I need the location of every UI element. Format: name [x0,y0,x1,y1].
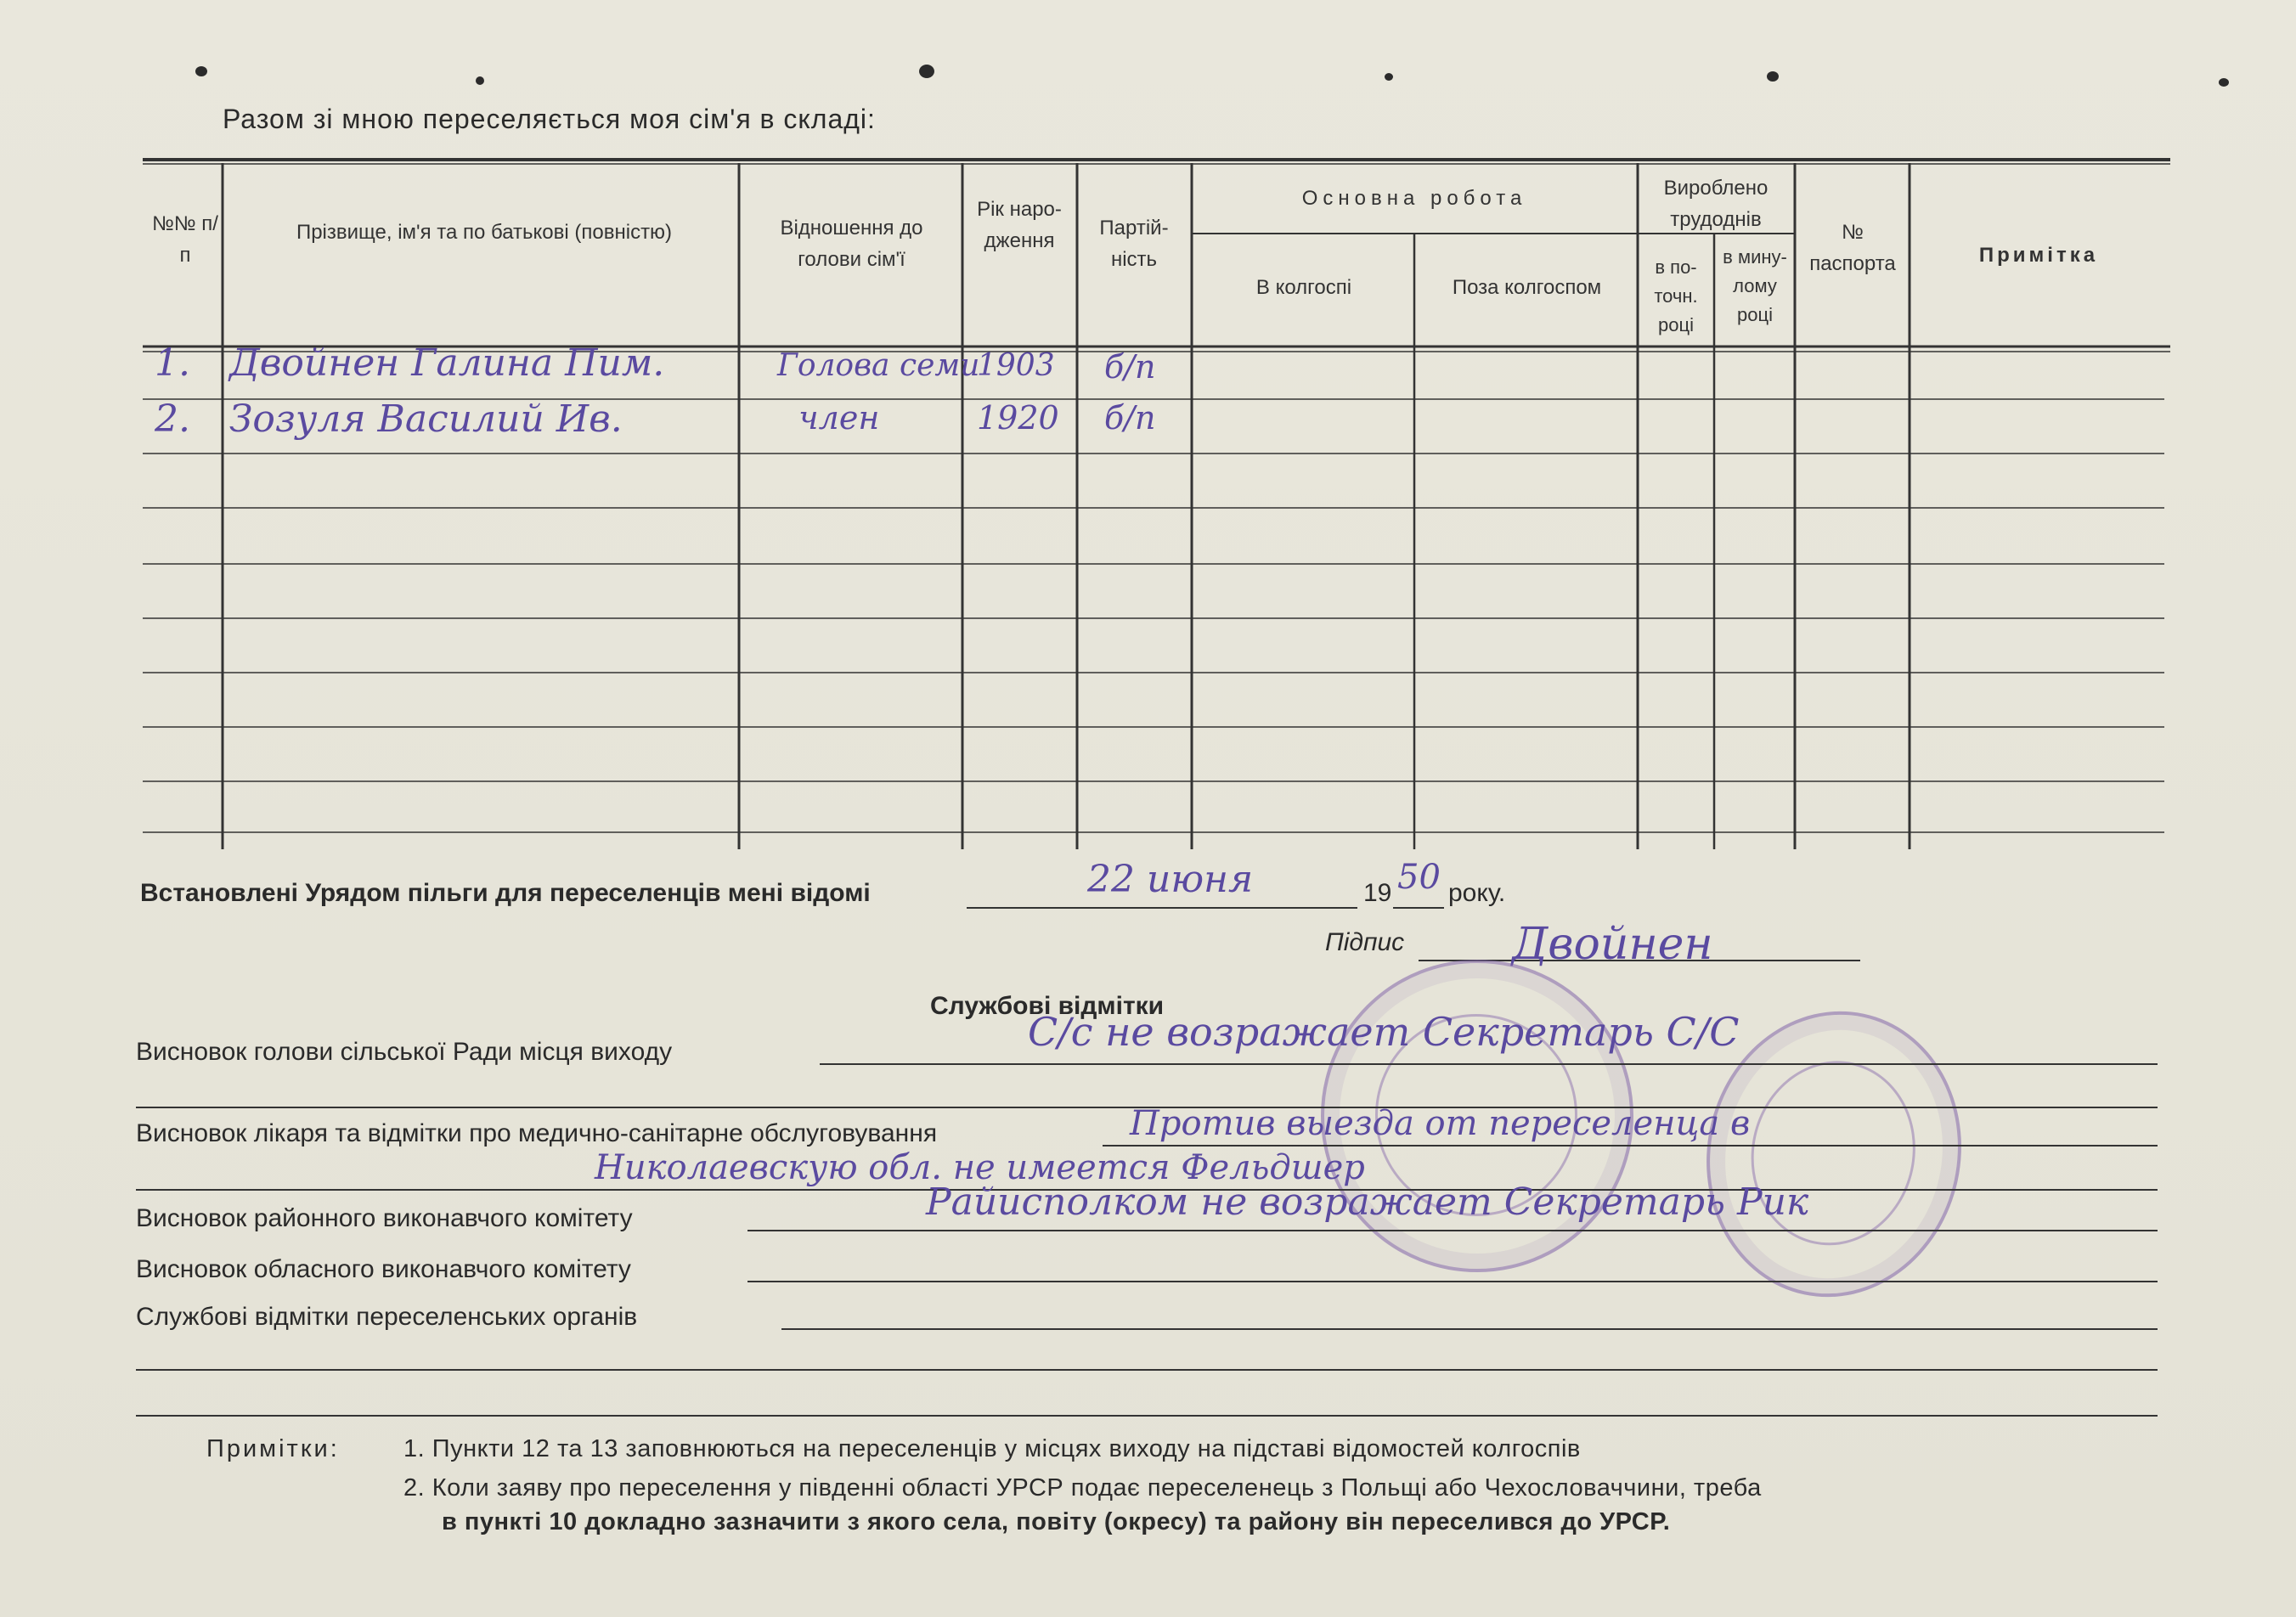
header-main-work: Основна робота [1301,187,1527,210]
header-year: Рік наро- дження [977,198,1062,253]
header-current-year: в по- точн. році [1654,256,1698,336]
doctor-conclusion-handwritten-2: Николаевскую обл. не имеется Фельдшер [595,1148,1365,1187]
oblast-line [747,1281,2158,1282]
district-conclusion-handwritten: Райисполком не возражает Секретарь Рик [926,1180,1809,1224]
row-2-name: Зозуля Василий Ив. [229,397,623,441]
signature-label: Підпис [1325,928,1405,956]
year-handwritten: 50 [1397,858,1441,897]
header-last-year: в мину- лому році [1723,246,1787,326]
blank-line-3 [136,1415,2158,1417]
date-handwritten: 22 июня [1087,858,1254,901]
header-note: Примітка [1978,244,2099,267]
year-suffix: року. [1448,879,1506,907]
row-2-num: 2. [155,397,190,441]
benefits-label: Встановлені Урядом пільги для переселенців мені відомі [140,879,871,907]
village-conclusion-handwritten: С/с не возражает Секретарь С/С [1028,1009,1740,1055]
note-2b: в пункті 10 докладно зазначити з якого села, повіту (окресу) та району він переселився до УРСР. [442,1508,1671,1535]
header-num: №№ п/п [152,212,218,268]
notes-prefix: Примітки: [206,1435,340,1462]
row-1-year: 1903 [977,348,1055,383]
district-conclusion-label: Висновок районного виконавчого комітету [136,1204,633,1232]
service-heading: Службові відмітки [930,992,1165,1020]
date-line [967,907,1357,909]
village-line [820,1063,2158,1065]
resettlement-line [781,1328,2158,1330]
row-2-relation: член [798,399,880,437]
doctor-conclusion-handwritten-1: Против выезда от переселенца в [1130,1104,1751,1143]
year-line [1393,907,1444,909]
row-2-party: б/п [1104,399,1156,437]
doctor-line [1103,1145,2158,1147]
note-2a: 2. Коли заяву про переселення у південні області УРСР подає переселенець з Польщі або Чехословаччини, треба [403,1474,1762,1502]
header-name: Прізвище, ім'я та по батькові (повністю) [296,221,673,244]
header-party: Партій- ність [1099,217,1169,272]
doctor-conclusion-label: Висновок лікаря та відмітки про медично-санітарне обслуговування [136,1119,938,1147]
signature-handwritten: Двойнен [1512,919,1713,970]
district-line [747,1230,2158,1231]
header-in-kolhosp: В колгоспі [1255,276,1352,299]
blank-line-2 [136,1369,2158,1371]
header-outside-kolhosp: Поза колгоспом [1452,276,1602,299]
row-1-party: б/п [1104,348,1156,386]
village-conclusion-label: Висновок голови сільської Ради місця виходу [136,1038,673,1066]
header-relation: Відношення до голови сім'ї [780,217,923,272]
page-title: Разом зі мною переселяється моя сім'я в складі: [223,104,876,134]
header-workdays: Вироблено трудоднів [1663,177,1769,232]
year-prefix: 19 [1363,879,1392,907]
resettlement-notes-label: Службові відмітки переселенських органів [136,1303,638,1331]
row-1-num: 1. [155,341,190,385]
row-1-name: Двойнен Галина Пим. [229,341,665,385]
oblast-conclusion-label: Висновок обласного виконавчого комітету [136,1255,631,1283]
note-1: 1. Пункти 12 та 13 заповнюються на переселенців у місцях виходу на підставі відомостей колгоспів [403,1435,1581,1462]
header-passport: № паспорта [1809,221,1896,276]
row-2-year: 1920 [977,399,1059,437]
row-1-relation: Голова семи [777,348,980,383]
